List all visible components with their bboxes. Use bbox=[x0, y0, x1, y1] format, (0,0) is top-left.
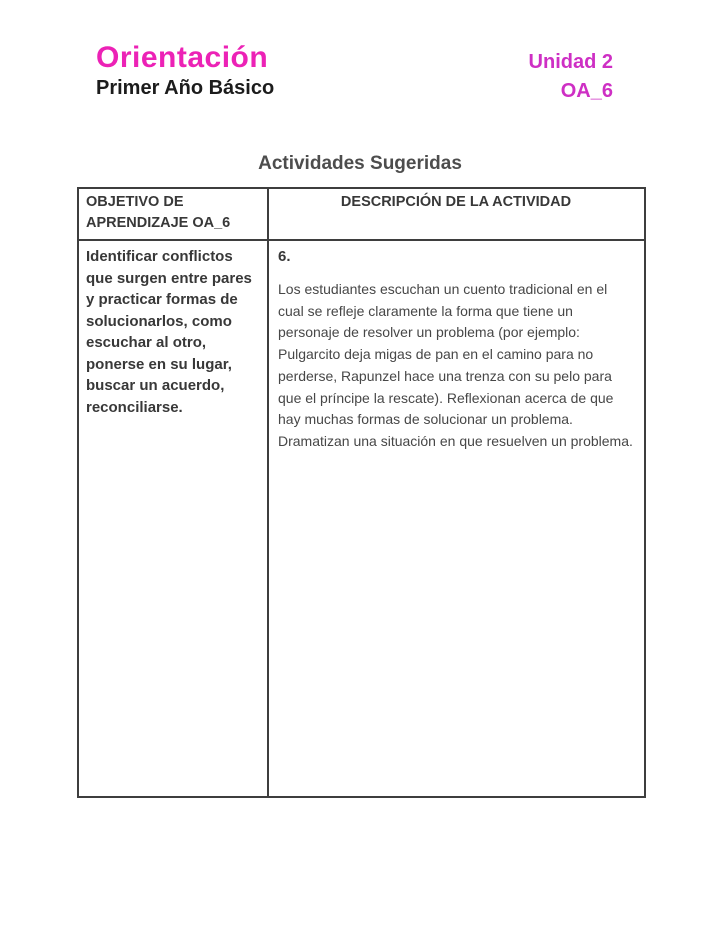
header-right-block bbox=[529, 40, 613, 106]
subject-title: Orientación bbox=[96, 41, 269, 74]
header-left-block bbox=[96, 40, 274, 101]
oa-code-label: OA_6 bbox=[560, 80, 613, 102]
table-header-row bbox=[78, 188, 645, 240]
objective-column-header: OBJETIVO DE APRENDIZAJE OA_6 bbox=[78, 188, 268, 240]
grade-title: Primer Año Básico bbox=[96, 77, 275, 99]
description-column-header: DESCRIPCIÓN DE LA ACTIVIDAD bbox=[268, 188, 645, 240]
activity-description: Los estudiantes escuchan un cuento tradicional en el cual se refleje claramente la forma que tiene un personaje de resolver un problema (por ejemplo: Pulgarcito deja migas de pan en el camino para no perderse, Rapunzel hace una trenza con su pelo para que el príncipe la rescate). Reflexionan acerca de que hay muchas formas de solucionar un problema. Dramatizan una situación en que resuelven un problema. bbox=[278, 281, 633, 449]
document-header bbox=[0, 0, 720, 106]
objective-cell: Identificar conflictos que surgen entre pares y practicar formas de solucionarlos, como escuchar al otro, ponerse en su lugar, buscar un acuerdo, reconciliarse. bbox=[78, 240, 268, 797]
table-row bbox=[78, 240, 645, 797]
activity-number: 6. bbox=[278, 248, 291, 265]
description-cell bbox=[268, 240, 645, 797]
section-title: Actividades Sugeridas bbox=[258, 153, 462, 174]
unit-label: Unidad 2 bbox=[528, 51, 613, 73]
activities-table bbox=[77, 187, 646, 798]
